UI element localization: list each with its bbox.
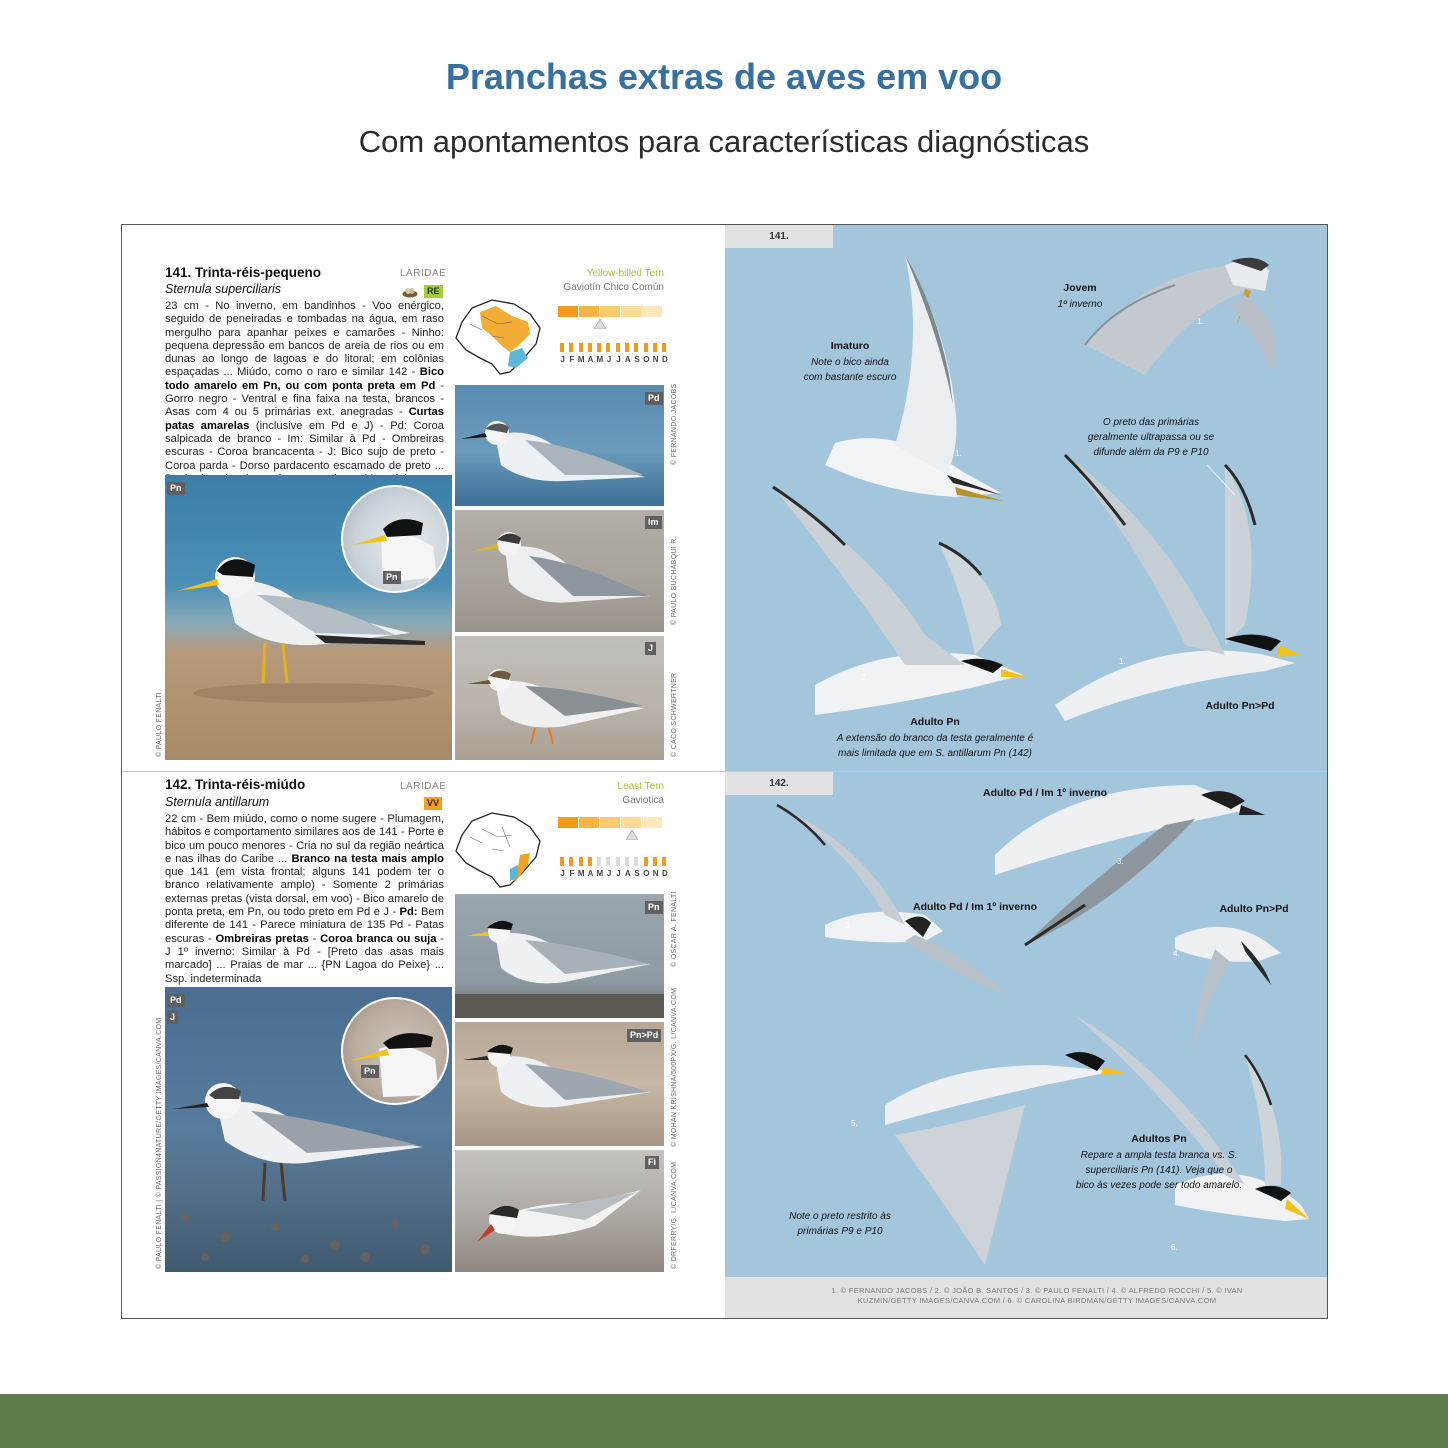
abundance-marker-icon xyxy=(594,319,606,329)
photo-142-main-label: Pd xyxy=(167,994,185,1007)
month-tick xyxy=(616,857,620,866)
species-141-name: 141. Trinta-réis-pequeno xyxy=(165,265,322,280)
month-tick xyxy=(606,343,610,352)
abundance-bar-142 xyxy=(558,817,663,828)
photo-141-j xyxy=(455,636,664,760)
photo-141-inset xyxy=(341,485,449,593)
month-tick xyxy=(588,343,592,352)
note-imaturo: Note o bico ainda com bastante escuro xyxy=(803,357,897,383)
month-tick xyxy=(634,857,638,866)
credit-142-fi: © DRFERRY/G. I./CANVA.COM xyxy=(671,1161,678,1269)
credit-142-pn: © OSCAR A. FENALTI xyxy=(671,891,678,967)
photo-142-pnpd-label: Pn>Pd xyxy=(627,1029,661,1042)
note-primarias-141: O preto das primárias geralmente ultrapassa ou se difunde além da P9 e P10 xyxy=(1087,417,1215,458)
nest-icon xyxy=(402,285,418,298)
bird-adulto-pn xyxy=(773,487,1027,715)
species-divider xyxy=(122,771,1327,772)
month-tick xyxy=(625,343,629,352)
month-tick xyxy=(662,343,666,352)
page-subtitle: Com apontamentos para características diagnósticas xyxy=(358,124,1090,159)
species-142-scientific: Sternula antillarum xyxy=(165,795,270,809)
month-tick xyxy=(560,857,564,866)
month-tick xyxy=(644,343,648,352)
photo-number: 1. xyxy=(1119,657,1126,666)
credit-142-main: © PAULO FENALTI | © PASSION4NATURE/GETTY IMAGES/CANVA.COM xyxy=(156,1017,163,1269)
photo-141-j-label: J xyxy=(645,642,656,655)
credit-141-im: © PAULO BUCHABQUI R. xyxy=(671,536,678,625)
photo-number: 5. xyxy=(851,1119,858,1128)
species-141-spanish: Gaviotín Chico Común xyxy=(563,282,664,293)
photo-142-pnpd xyxy=(455,1022,664,1146)
photo-142-fi xyxy=(455,1150,664,1272)
photo-credits: 1. © FERNANDO JACOBS / 2. © JOÃO B. SANTOS / 3. © PAULO FENALTI / 4. © ALFREDO ROCCHI / 5. © IVAN KUZMIN/GETTY IMAGES/CANVA.COM / 6. © CAROLINA BIRDMAN/GETTY IMAGES/CANVA.COM xyxy=(831,1286,1243,1305)
plate-tab-142: 142. xyxy=(725,772,833,795)
photo-141-inset-label: Pn xyxy=(383,571,401,584)
label-imaturo: Imaturo xyxy=(830,340,870,352)
month-tick xyxy=(653,343,657,352)
photo-142-fi-label: Fi xyxy=(645,1156,659,1169)
note-jovem: 1º inverno xyxy=(1057,299,1103,310)
month-tick xyxy=(644,857,648,866)
note-preto-restrito: Note o preto restrito às primárias P9 e P10 xyxy=(789,1211,891,1237)
page-title: Pranchas extras de aves em voo xyxy=(445,56,1003,97)
photo-142-inset-label: Pn xyxy=(361,1065,379,1078)
bird-adulto-pd-im-2 xyxy=(995,785,1265,945)
month-tick xyxy=(569,343,573,352)
species-142-family: LARIDAE xyxy=(400,781,447,792)
month-tick xyxy=(579,857,583,866)
species-141-description: 23 cm - No inverno, em bandinhos - Voo enérgico, seguido de peneiradas e tombadas na água, em raso mergulho para apanhar peixes e camarões - Ninho: pequena depressão em bancos de areia de rios ou em dunas ao longo de lagoas e do litoral; em colônias espaçadas ... Miúdo, como o raro e similar 142 - Bico todo amarelo em Pn, ou com ponta preta em Pd - Gorro negro - Ventral e fina faixa na testa, brancos - Asas com 4 ou 5 primárias ext. anegradas - Curtas patas amarelas (inclusive em Pd e J) - Pd: Coroa salpicada de branco - Im: Similar à Pd - Ombreiras escuras - Coroa brancacenta - J: Bico sujo de preto - Coroa parda - Dorso pardacento escamado de preto ... xyxy=(165,300,445,472)
bottom-bar xyxy=(0,1394,1448,1448)
photo-141-im xyxy=(455,510,664,632)
bird-adulto-pn-pd-small xyxy=(1175,927,1281,1051)
book-spread xyxy=(121,224,1328,1319)
label-adulto-pn: Adulto Pn xyxy=(910,716,960,728)
plate-tab-141: 141. xyxy=(725,225,833,248)
label-adulto-pn-pd-142: Adulto Pn>Pd xyxy=(1219,903,1289,915)
presence-ticks-141 xyxy=(560,343,672,352)
month-tick xyxy=(560,343,564,352)
month-tick xyxy=(662,857,666,866)
distribution-map-141 xyxy=(452,294,552,376)
photo-141-pd-label: Pd xyxy=(645,392,663,405)
photo-number: 6. xyxy=(1171,1243,1178,1252)
month-tick xyxy=(625,857,629,866)
credit-141-main: © PAULO FENALTI xyxy=(156,691,163,757)
species-142-name: 142. Trinta-réis-miúdo xyxy=(165,777,306,792)
month-tick xyxy=(634,343,638,352)
species-142-spanish: Gaviotica xyxy=(622,795,664,806)
credit-141-j: © CACO SCHWERTNER xyxy=(671,672,678,757)
photo-number: 1. xyxy=(1197,317,1204,326)
species-141-english: Yellow-billed Tern xyxy=(586,268,664,279)
month-tick xyxy=(588,857,592,866)
photo-141-pd xyxy=(455,385,664,506)
bird-jovem xyxy=(1085,258,1276,375)
month-tick xyxy=(569,857,573,866)
photo-number: 3. xyxy=(845,921,852,930)
status-badge: RE xyxy=(424,285,443,298)
month-tick xyxy=(653,857,657,866)
label-adulto-pd-im-left: Adulto Pd / Im 1º inverno xyxy=(912,901,1037,913)
month-letters-141: J F M A M J J A S O N D xyxy=(560,355,668,364)
photo-number: 2. xyxy=(861,673,868,682)
month-letters-142: J F M A M J J A S O N D xyxy=(560,869,668,878)
month-tick xyxy=(606,857,610,866)
photo-142-main-label: J xyxy=(167,1011,178,1024)
note-adultos-pn: Repare a ampla testa branca vs. S. superciliaris Pn (141). Veja que o bico às vezes pode ser todo amarelo. xyxy=(1075,1150,1243,1191)
label-adulto-pn-pd-141: Adulto Pn>Pd xyxy=(1205,700,1275,712)
bird-adulto-pn-pd xyxy=(1055,455,1301,721)
label-adulto-pd-im-top: Adulto Pd / Im 1º inverno xyxy=(982,787,1107,799)
species-142-english: Least Tern xyxy=(617,781,664,792)
status-badge: VV xyxy=(424,797,442,810)
abundance-marker-icon xyxy=(626,830,638,840)
photo-141-main-label: Pn xyxy=(167,482,185,495)
photo-141-im-label: Im xyxy=(645,516,662,529)
note-adulto-pn: A extensão do branco da testa geralmente é mais limitada que em S. antillarum Pn (142) xyxy=(836,733,1034,759)
month-tick xyxy=(597,857,601,866)
photo-number: 3. xyxy=(1117,857,1124,866)
photo-141-main xyxy=(165,475,452,760)
photo-142-inset xyxy=(341,997,449,1105)
photo-142-main xyxy=(165,987,452,1272)
abundance-bar-141 xyxy=(558,306,663,317)
label-jovem: Jovem xyxy=(1063,282,1097,294)
photo-142-pn-label: Pn xyxy=(645,901,663,914)
species-142-description: 22 cm - Bem miúdo, como o nome sugere - Plumagem, hábitos e comportamento similares aos de 141 - Porte e bico um pouco menores - Cria no sul da região neártica e nas ilhas do Caribe ... Branco na testa mais amplo que 141 (em vista frontal; alguns 141 podem ter o branco relativamente amplo) - Somente 2 primárias externas pretas (vista dorsal, em voo) - Bico amarelo de ponta preta, em Pn, ou todo preto em Pd e J - Pd: Bem diferente de 141 - Parece miniatura de 135 Pd - Patas escuras - Ombreiras pretas - Coroa branca ou suja - J 1º inverno: Similar à Pd - [Preto das asas mais marcado] ... Praias de mar ... {PN Lagoa do Peixe} ... Ssp. indeterminada xyxy=(165,813,445,985)
photo-number: 1. xyxy=(955,449,962,458)
photo-142-pn xyxy=(455,894,664,1018)
species-141-family: LARIDAE xyxy=(400,268,447,279)
month-tick xyxy=(579,343,583,352)
distribution-map-142 xyxy=(452,807,552,889)
credit-142-pnpd: © MOHAN KRISHNA/500PX/G. I./CANVA.COM xyxy=(671,987,678,1147)
photo-number: 4. xyxy=(1173,949,1180,958)
species-141-scientific: Sternula superciliaris xyxy=(165,282,282,296)
month-tick xyxy=(597,343,601,352)
presence-ticks-142 xyxy=(560,857,672,866)
credit-141-pd: © FERNANDO JACOBS xyxy=(671,383,678,465)
month-tick xyxy=(616,343,620,352)
label-adultos-pn: Adultos Pn xyxy=(1131,1133,1187,1145)
